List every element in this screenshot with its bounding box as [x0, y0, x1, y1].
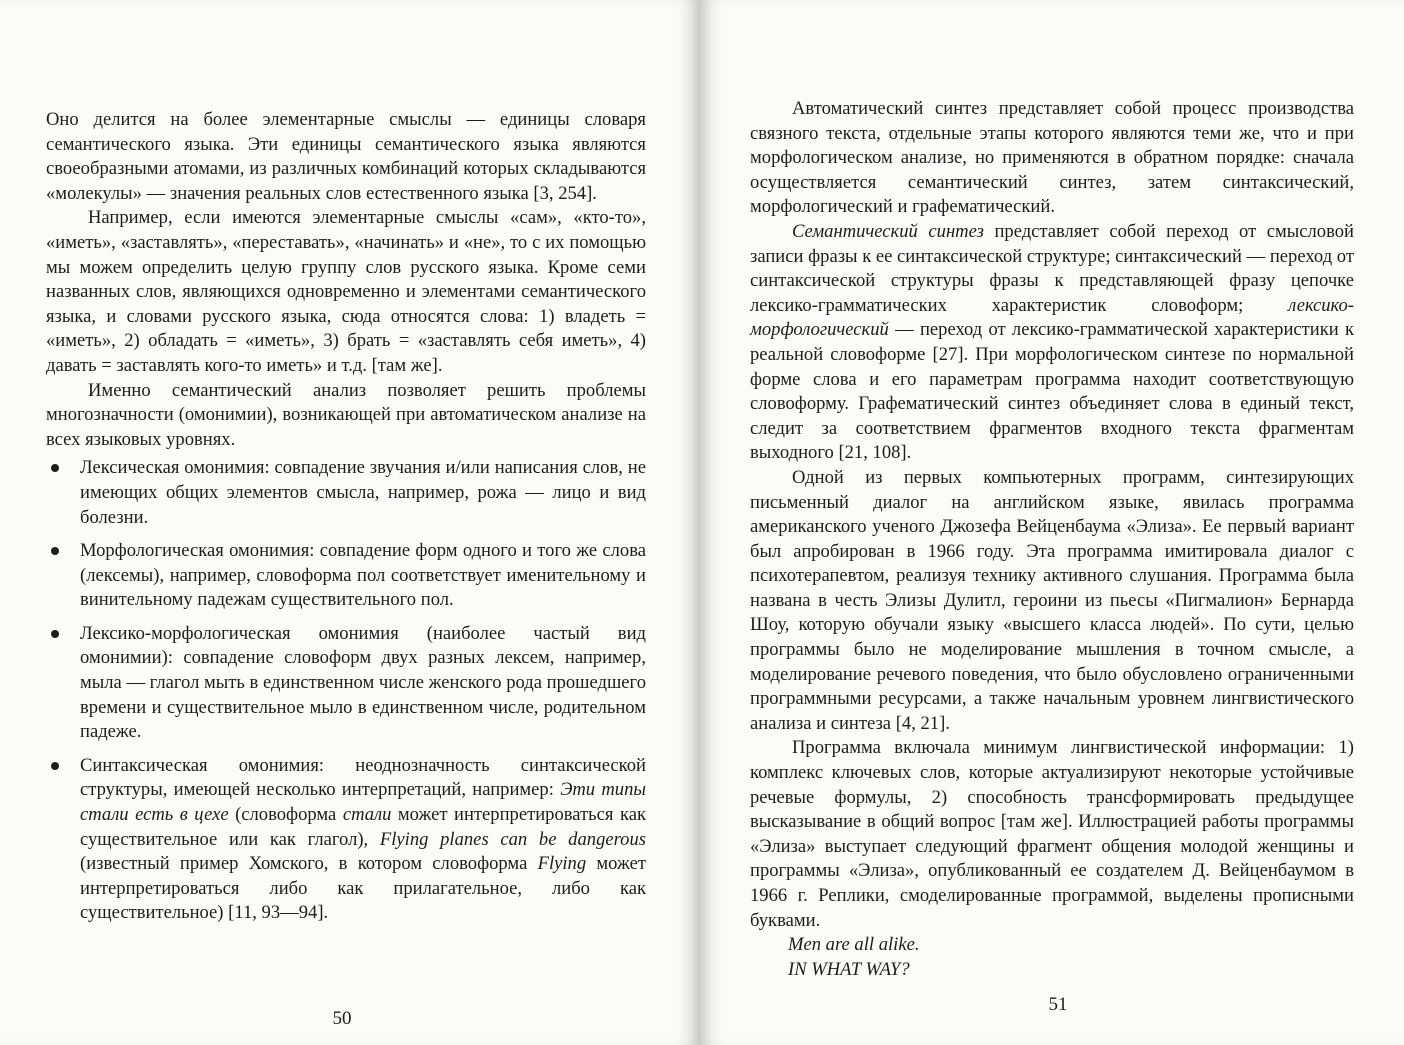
page-number: 51	[1048, 994, 1068, 1015]
paragraph: Программа включала минимум лингвистической информации: 1) комплекс ключевых слов, которые актуализируют некоторые устойчивые речевые формулы, 2) способность трансформировать предыдущее высказывание в общий вопрос [там же]. Иллюстрацией работы программы «Элиза» выступает следующий фрагмент общения молодой женщины и программы «Элиза», опубликованный ее создателем Д. Вейценбаумом в 1966 г. Реплики, смоделированные программой, выделены прописными буквами.	[750, 737, 1354, 931]
list-item: Лексическая омонимия: совпадение звучания и/или написания слов, не имеющих общих элементов смысла, например, рожа — лицо и вид болезни.	[46, 456, 646, 530]
paragraph: Одной из первых компьютерных программ, синтезирующих письменный диалог на английском языке, явилась программа американского ученого Джозефа Вейценбаума «Элиза». Ее первый вариант был апробирован в 1966 году. Эта программа имитировала диалог с психотерапевтом, реализуя технику активного слушания. Программа была названа в честь Элизы Дулитл, героини из пьесы «Пигмалион» Бернарда Шоу, которую обучали языку «высшего класса людей». По сути, целью программы было не моделирование мышления в точном смысле, а моделирование речевого поведения, что было обусловлено ограниченными программными ресурсами, а также начальным уровнем лингвистического анализа и синтеза [4, 21].	[750, 466, 1354, 734]
right-page-text	[750, 97, 1354, 982]
bullet-list	[46, 456, 646, 926]
list-item: Синтаксическая омонимия: неоднозначность синтаксической структуры, имеющей несколько интерпретаций, например: Эти типы стали есть в цехе (словоформа стали может интерпретироваться как существительное или как глагол), Flying planes can be dangerous (известный пример Хомского, в котором словоформа Flying может интерпретироваться либо как прилагательное, либо как существительное) [11, 93—94].	[46, 754, 646, 926]
list-item: Лексико-морфологическая омонимия (наиболее частый вид омонимии): совпадение словоформ двух разных лексем, например, мыла — глагол мыть в единственном числе женского рода прошедшего времени и существительное мыло в единственном числе, родительном падеже.	[46, 622, 646, 745]
paragraph: Автоматический синтез представляет собой процесс производства связного текста, отдельные этапы которого являются теми же, что и при морфологическом анализе, но применяются в обратном порядке: сначала осуществляется семантический синтез, затем синтаксический, морфологический и графематический.	[750, 98, 1354, 218]
page-number: 50	[332, 1008, 352, 1029]
paragraph: Например, если имеются элементарные смыслы «сам», «кто-то», «иметь», «заставлять», «переставать», «начинать» и «не», то с их помощью мы можем определить целую группу слов русского языка. Кроме семи названных слов, являющихся одновременно и элементами семантического языка, и словами русского языка, сюда относятся слова: 1) владеть = «иметь», 2) обладать = «иметь», 3) брать = «заставлять себя иметь», 4) давать = заставлять кого-то иметь» и т.д. [там же].	[46, 207, 646, 376]
bullet-icon	[51, 630, 59, 638]
dialog-line: Men are all alike.	[788, 934, 920, 956]
bullet-icon	[51, 547, 59, 555]
dialog-line: IN WHAT WAY?	[788, 958, 910, 980]
paragraph: Именно семантический анализ позволяет решить проблемы многозначности (омонимии), возникающей при автоматическом анализе на всех языковых уровнях.	[46, 379, 646, 450]
left-page-text	[46, 108, 646, 935]
bullet-icon	[51, 464, 59, 472]
bullet-icon	[51, 762, 59, 770]
paragraph: Семантический синтез представляет собой переход от смысловой записи фразы к ее синтаксической структуре; синтаксический — переход от синтаксической структуры фразы к представляющей фразу цепочке лексико-грамматических характеристик словоформ; лексико-морфологический — переход от лексико-грамматической характеристики к реальной словоформе [27]. При морфологическом синтезе по нормальной форме слова и его параметрам программа находит соответствующую словоформу. Графематический синтез объединяет слова в единый текст, следит за соответствием фрагментов входного текста фрагментам выходного [21, 108].	[750, 220, 1354, 464]
paragraph: Оно делится на более элементарные смыслы — единицы словаря семантического языка. Эти единицы семантического языка являются своеобразными атомами, из различных комбинаций которых складываются «молекулы» — значения реальных слов естественного языка [3, 254].	[46, 109, 646, 204]
list-item: Морфологическая омонимия: совпадение форм одного и того же слова (лексемы), например, словоформа пол соответствует именительному и винительному падежам существительного пол.	[46, 539, 646, 613]
